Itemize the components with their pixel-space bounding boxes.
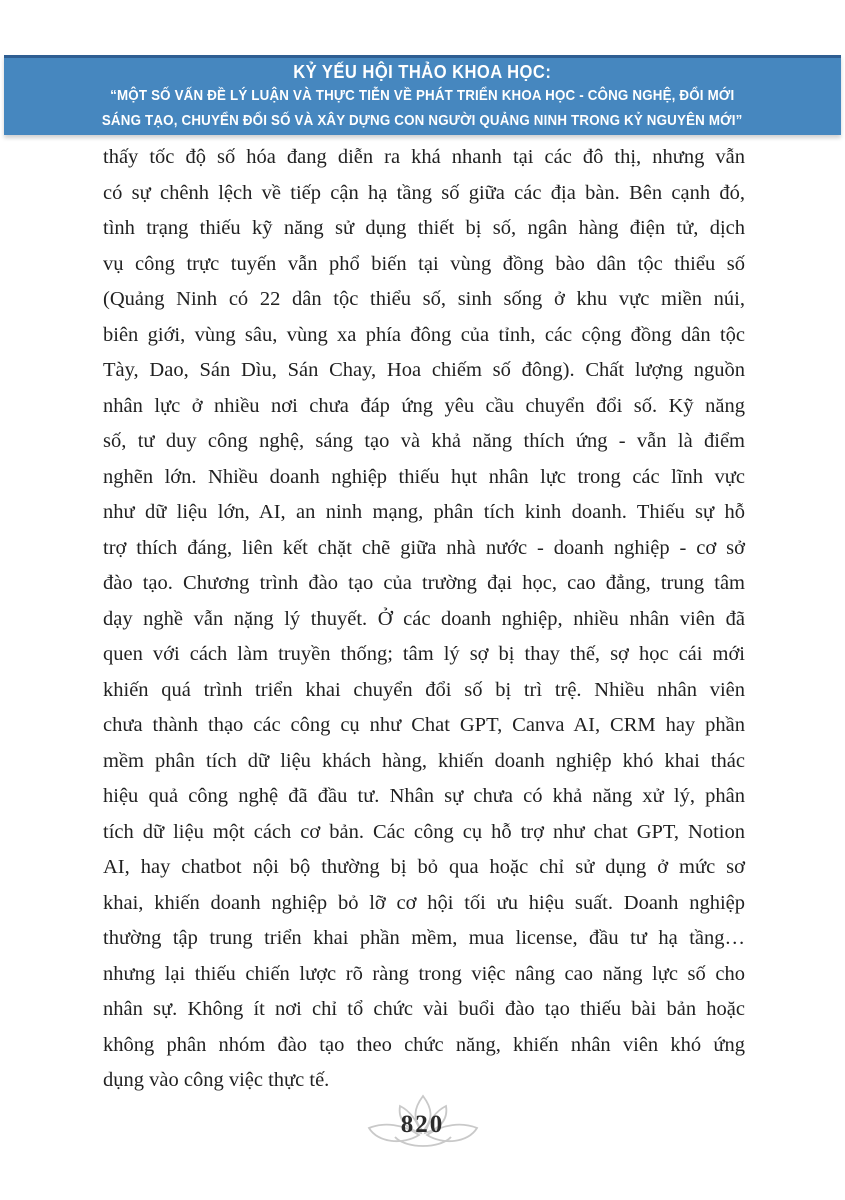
body-line: hiệu quả công nghệ đã đầu tư. Nhân sự chưa có khả năng xử lý, phân (103, 785, 745, 807)
body-line: mềm phân tích dữ liệu khách hàng, khiến doanh nghiệp khó khai thác (103, 749, 745, 772)
body-line: thấy tốc độ số hóa đang diễn ra khá nhanh tại các đô thị, nhưng vẫn (103, 146, 745, 168)
page-number: 820 (400, 1111, 445, 1138)
body-line: nhân lực ở nhiều nơi chưa đáp ứng yêu cầu chuyển đổi số. Kỹ năng (103, 394, 745, 417)
body-line: dụng vào công việc thực tế. (103, 1069, 330, 1091)
page-footer (0, 1092, 845, 1152)
body-line: quen với cách làm truyền thống; tâm lý sợ bị thay thế, sợ học cái mới (103, 643, 745, 665)
body-line: Tày, Dao, Sán Dìu, Sán Chay, Hoa chiếm số đông). Chất lượng nguồn (103, 359, 745, 381)
body-line: trợ thích đáng, liên kết chặt chẽ giữa nhà nước - doanh nghiệp - cơ sở (103, 536, 745, 559)
body-line: khai, khiến doanh nghiệp bỏ lỡ cơ hội tối ưu hiệu suất. Doanh nghiệp (103, 891, 745, 914)
lotus-ornament (363, 1093, 483, 1151)
body-line: số, tư duy công nghệ, sáng tạo và khả năng thích ứng - vẫn là điểm (103, 430, 745, 452)
body-line: chưa thành thạo các công cụ như Chat GPT, Canva AI, CRM hay phần (103, 714, 745, 736)
body-paragraph (103, 140, 745, 1099)
body-line: nhân sự. Không ít nơi chỉ tổ chức vài buổi đào tạo thiếu bài bản hoặc (103, 998, 745, 1020)
body-line: khiến quá trình triển khai chuyển đổi số bị trì trệ. Nhiều nhân viên (103, 678, 745, 701)
body-line: vụ công trực tuyến vẫn phổ biến tại vùng đồng bào dân tộc thiểu số (103, 252, 745, 275)
body-line: không phân nhóm đào tạo theo chức năng, khiến nhân viên khó ứng (103, 1033, 745, 1056)
body-line: tình trạng thiếu kỹ năng sử dụng thiết bị số, ngân hàng điện tử, dịch (103, 217, 745, 239)
body-line: biên giới, vùng sâu, vùng xa phía đông của tỉnh, các cộng đồng dân tộc (103, 323, 745, 346)
header-banner (4, 55, 841, 135)
conference-subtitle-line1: “MỘT SỐ VẤN ĐỀ LÝ LUẬN VÀ THỰC TIỄN VỀ PHÁT TRIỂN KHOA HỌC - CÔNG NGHỆ, ĐỔI MỚI (110, 87, 735, 104)
conference-title: KỶ YẾU HỘI THẢO KHOA HỌC: (293, 61, 552, 82)
body-line: dạy nghề vẫn nặng lý thuyết. Ở các doanh nghiệp, nhiều nhân viên đã (103, 607, 745, 630)
body-line: như dữ liệu lớn, AI, an ninh mạng, phân tích kinh doanh. Thiếu sự hỗ (103, 501, 745, 523)
body-line: tích dữ liệu một cách cơ bản. Các công cụ hỗ trợ như chat GPT, Notion (103, 820, 745, 843)
body-line: thường tập trung triển khai phần mềm, mua license, đầu tư hạ tầng… (103, 927, 745, 949)
body-line: nghẽn lớn. Nhiều doanh nghiệp thiếu hụt nhân lực trong các lĩnh vực (103, 465, 745, 488)
conference-subtitle-line2: SÁNG TẠO, CHUYỂN ĐỔI SỐ VÀ XÂY DỰNG CON NGƯỜI QUẢNG NINH TRONG KỶ NGUYÊN MỚI” (102, 112, 743, 129)
body-line: đào tạo. Chương trình đào tạo của trường đại học, cao đẳng, trung tâm (103, 572, 745, 594)
body-line: có sự chênh lệch về tiếp cận hạ tầng số giữa các địa bàn. Bên cạnh đó, (103, 181, 745, 204)
body-line: AI, hay chatbot nội bộ thường bị bỏ qua hoặc chỉ sử dụng ở mức sơ (103, 856, 745, 878)
body-line: nhưng lại thiếu chiến lược rõ ràng trong việc nâng cao năng lực số cho (103, 962, 745, 985)
body-line: (Quảng Ninh có 22 dân tộc thiểu số, sinh sống ở khu vực miền núi, (103, 288, 745, 310)
